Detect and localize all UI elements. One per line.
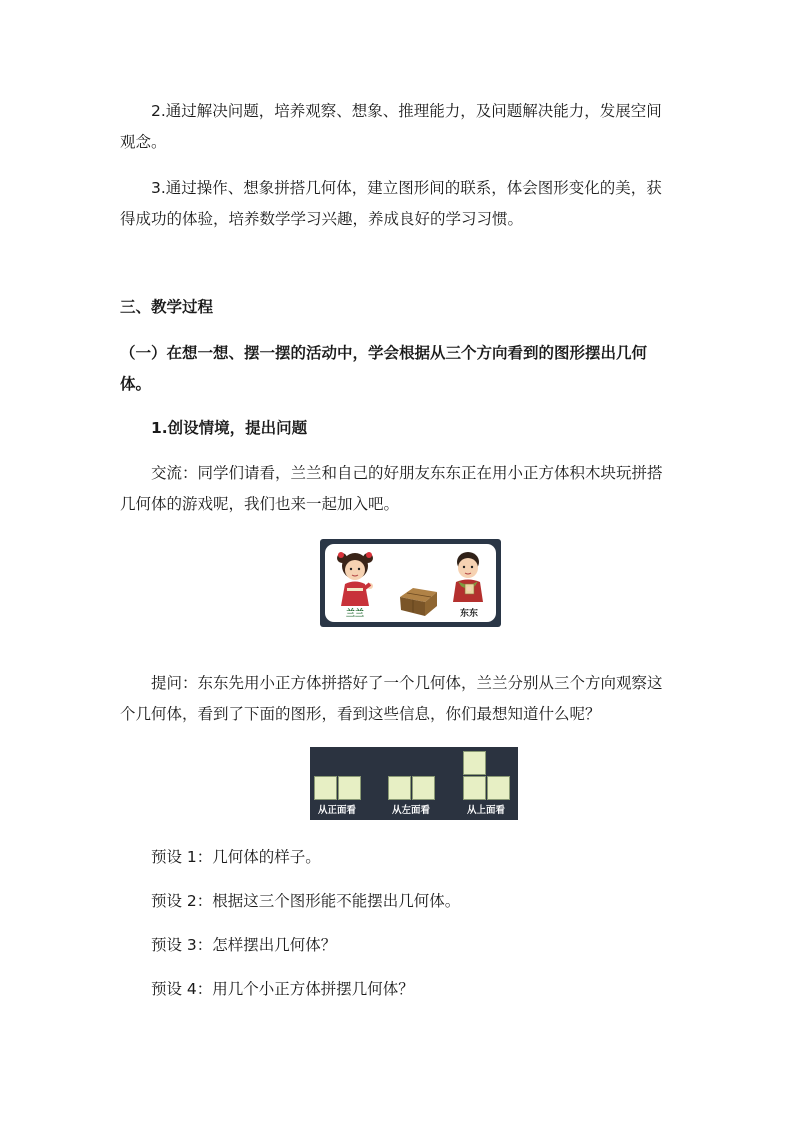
top-view-cell: [487, 776, 510, 800]
question-line-1: 提问：东东先用小正方体拼搭好了一个几何体，兰兰分别从三个方向观察这: [151, 674, 663, 692]
preset-2: 预设 2：根据这三个图形能不能摆出几何体。: [151, 892, 461, 910]
preset-4: 预设 4：用几个小正方体拼摆几何体？: [151, 980, 414, 998]
left-view-label: 从左面看: [391, 805, 430, 816]
preset-3: 预设 3：怎样摆出几何体？: [151, 936, 337, 954]
top-view-cell: [463, 776, 486, 800]
wooden-block-figure: [400, 588, 437, 616]
objective-3-line-2: 得成功的体验，培养数学学习兴趣，养成良好的学习习惯。: [120, 210, 524, 228]
figure-children-and-block: [320, 539, 501, 627]
question-line-2: 个几何体，看到了下面的图形，看到这些信息，你们最想知道什么呢？: [120, 705, 601, 723]
front-view-label: 从正面看: [317, 805, 356, 816]
boy-name-label: 东东: [460, 609, 479, 619]
top-view-cell: [463, 751, 486, 775]
left-view-cell: [388, 776, 411, 800]
exchange-line-1: 交流：同学们请看，兰兰和自己的好朋友东东正在用小正方体积木块玩拼搭: [151, 464, 663, 482]
front-view-cell: [314, 776, 337, 800]
boy-figure: [453, 552, 483, 602]
top-view-label: 从上面看: [466, 805, 505, 816]
figure-three-views: [310, 747, 518, 820]
left-view-cell: [412, 776, 435, 800]
step-1-heading: 1.创设情境，提出问题: [151, 419, 308, 437]
subsection-heading-line-2: 体。: [120, 375, 152, 393]
objective-3-line-1: 3.通过操作、想象拼搭几何体，建立图形间的联系，体会图形变化的美，获: [151, 179, 662, 197]
front-view-cell: [338, 776, 361, 800]
subsection-heading-line-1: （一）在想一想、摆一摆的活动中，学会根据从三个方向看到的图形摆出几何: [120, 344, 648, 362]
objective-2-line-1: 2.通过解决问题，培养观察、想象、推理能力，及问题解决能力，发展空间: [151, 102, 662, 120]
girl-figure: [337, 552, 373, 606]
objective-2-line-2: 观念。: [120, 133, 167, 151]
exchange-line-2: 几何体的游戏呢，我们也来一起加入吧。: [120, 495, 400, 513]
section-heading: 三、教学过程: [120, 298, 214, 316]
preset-1: 预设 1：几何体的样子。: [151, 848, 321, 866]
girl-name-label: 兰兰: [346, 609, 365, 619]
